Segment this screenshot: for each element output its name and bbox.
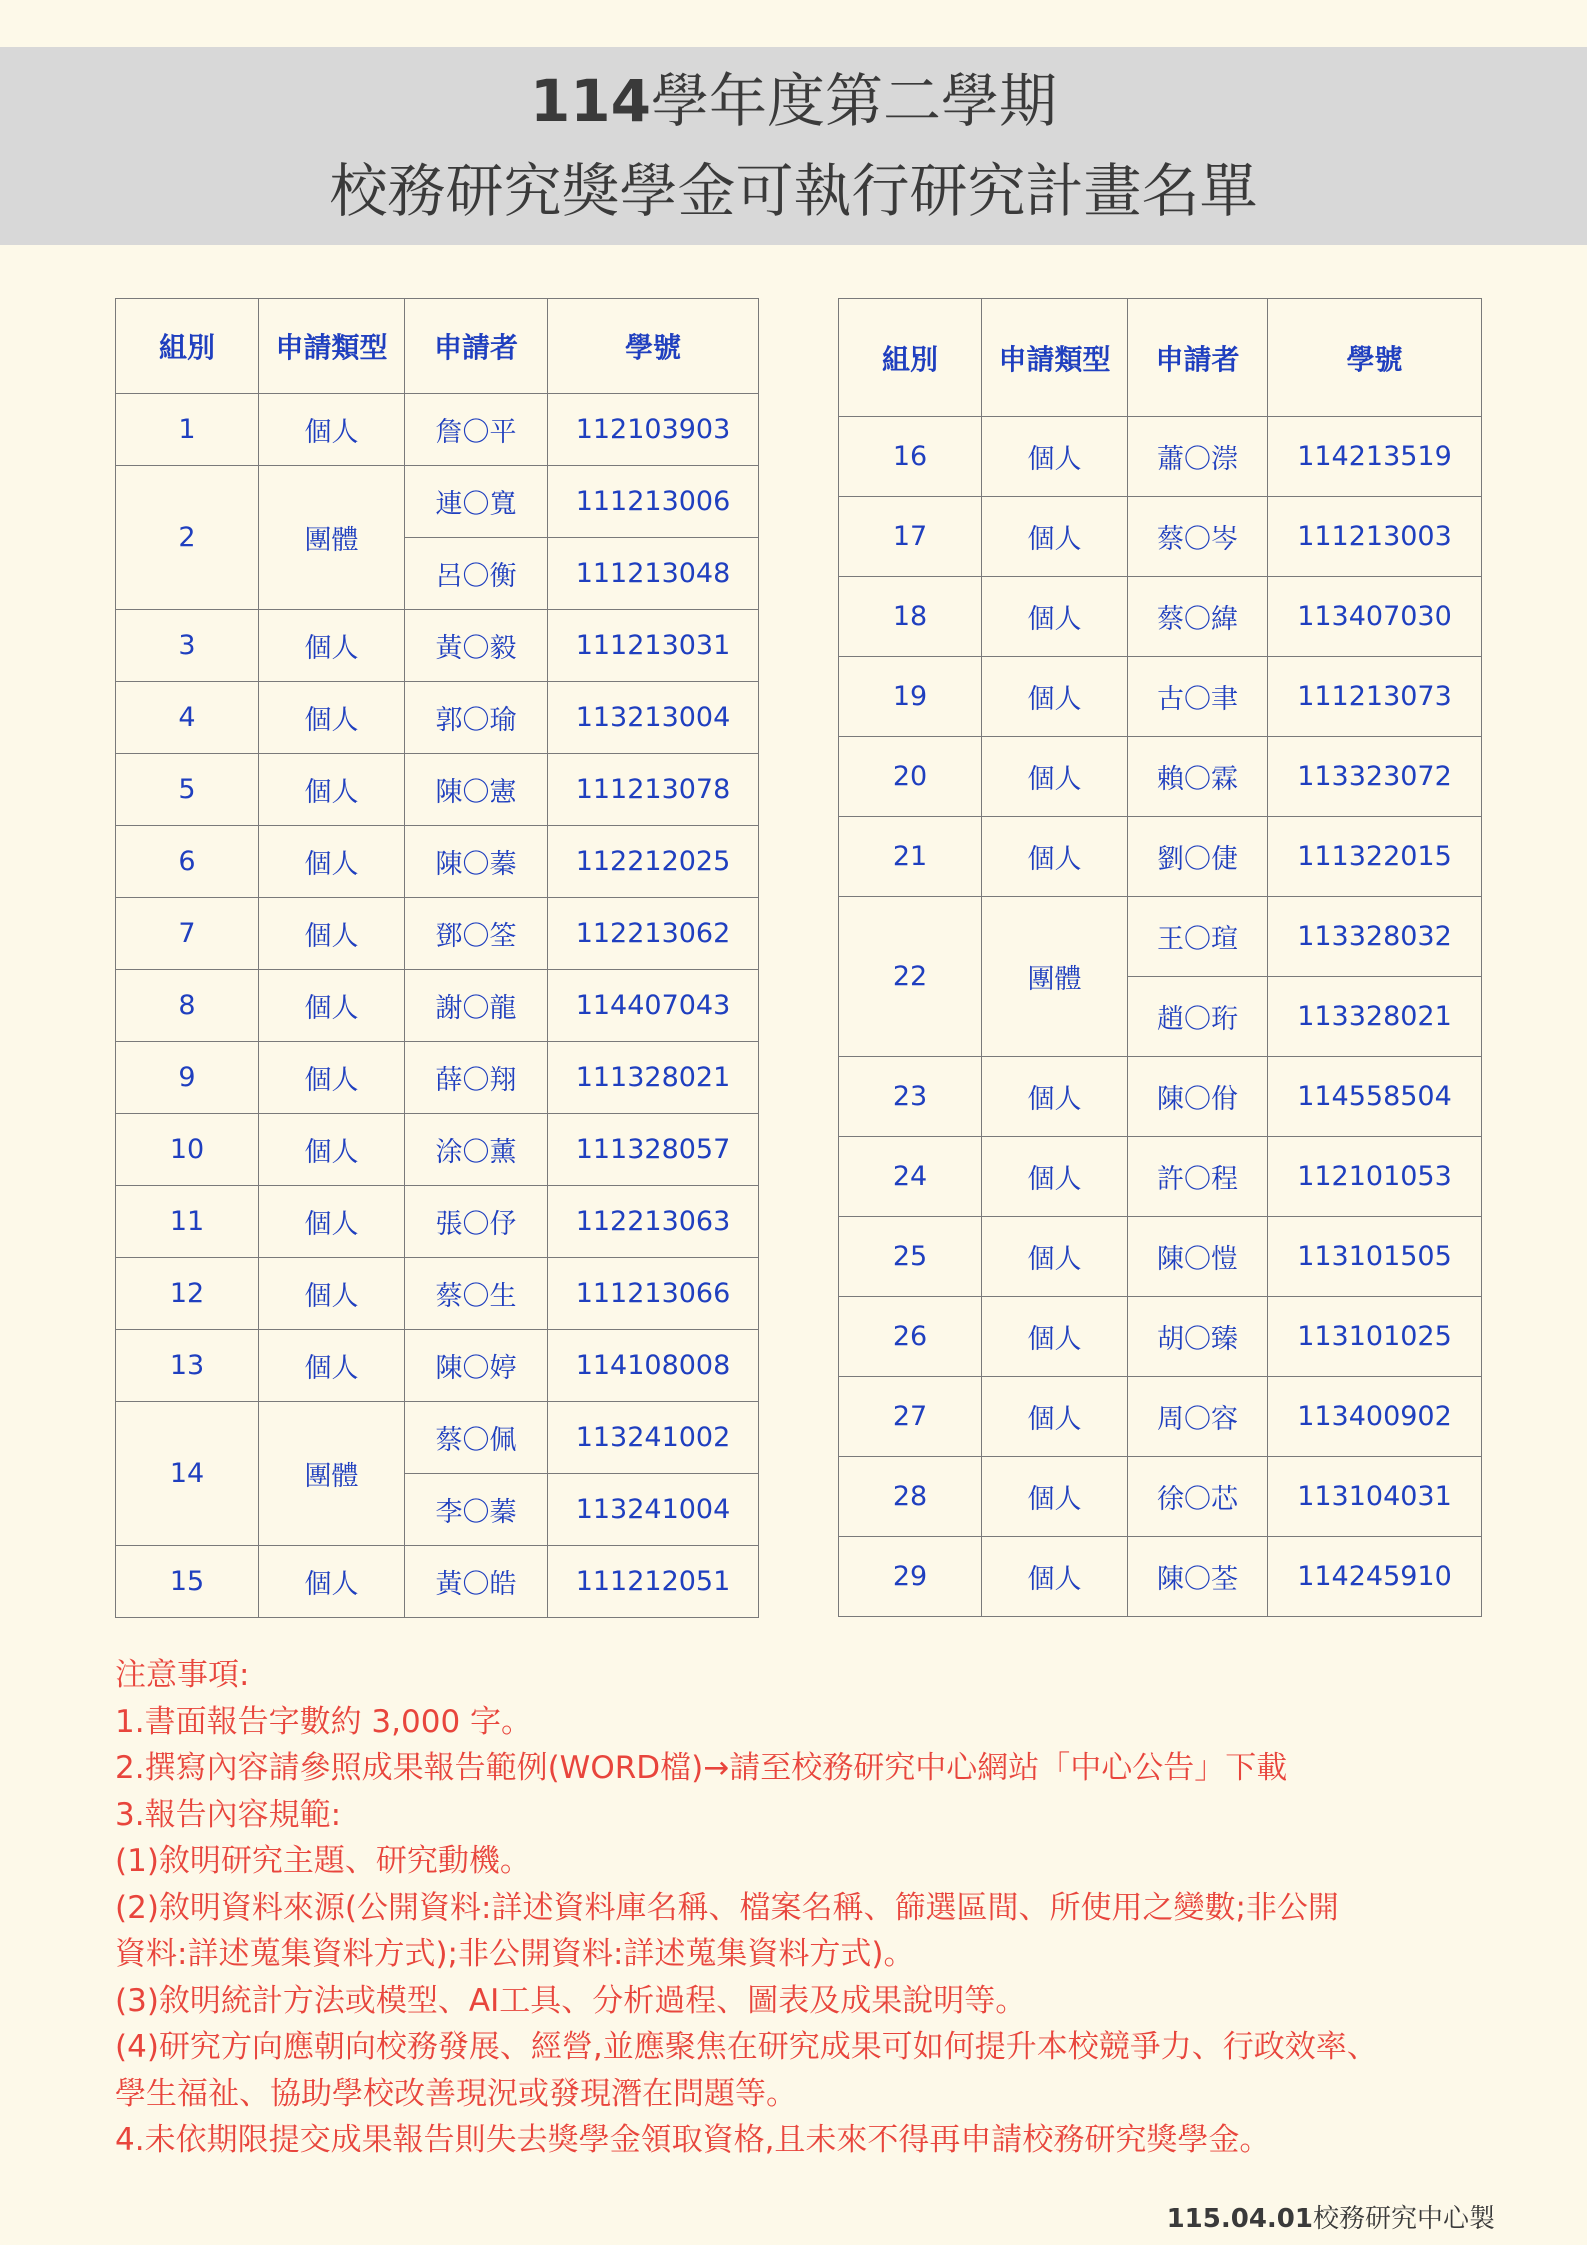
applicant-name-cell: 黃〇毅	[405, 610, 548, 682]
table-body-right	[839, 417, 1482, 1617]
application-type-cell: 個人	[259, 394, 405, 466]
group-number-cell: 9	[116, 1042, 259, 1114]
table-row	[839, 1377, 1482, 1457]
table-row	[116, 1402, 759, 1474]
group-number-cell: 8	[116, 970, 259, 1042]
table-row	[839, 497, 1482, 577]
student-id-cell: 111213003	[1268, 497, 1482, 577]
applicant-name-cell: 李〇蓁	[405, 1474, 548, 1546]
table-row	[839, 1057, 1482, 1137]
table-row	[116, 394, 759, 466]
application-type-cell: 個人	[982, 1537, 1128, 1617]
student-id-cell: 112213062	[548, 898, 759, 970]
table-row	[839, 737, 1482, 817]
group-number-cell: 4	[116, 682, 259, 754]
table-row	[839, 577, 1482, 657]
student-id-cell: 113101505	[1268, 1217, 1482, 1297]
student-id-cell: 113241004	[548, 1474, 759, 1546]
table-row	[116, 898, 759, 970]
note-line: 3.報告內容規範:	[115, 1796, 342, 1833]
application-type-cell: 個人	[259, 826, 405, 898]
student-id-cell: 113407030	[1268, 577, 1482, 657]
applicant-name-cell: 鄧〇筌	[405, 898, 548, 970]
table-row	[839, 817, 1482, 897]
table-row	[116, 682, 759, 754]
applicant-name-cell: 張〇伃	[405, 1186, 548, 1258]
table-row	[116, 1546, 759, 1618]
application-type-cell: 個人	[982, 1377, 1128, 1457]
applicant-name-cell: 賴〇霖	[1128, 737, 1268, 817]
table-row	[839, 1137, 1482, 1217]
application-type-cell: 個人	[982, 1137, 1128, 1217]
application-type-cell: 個人	[982, 657, 1128, 737]
table-row	[839, 657, 1482, 737]
application-type-cell: 個人	[259, 610, 405, 682]
note-line: (3)敘明統計方法或模型、AI工具、分析過程、圖表及成果說明等。	[115, 1982, 1027, 2019]
table-row	[116, 1186, 759, 1258]
applicant-name-cell: 黃〇皓	[405, 1546, 548, 1618]
student-id-cell: 111328021	[548, 1042, 759, 1114]
applicant-name-cell: 陳〇蓁	[405, 826, 548, 898]
applicant-name-cell: 陳〇婷	[405, 1330, 548, 1402]
footer-date: 115.04.01	[1166, 2204, 1313, 2234]
note-line: 1.書面報告字數約 3,000 字。	[115, 1703, 533, 1740]
note-line: (4)研究方向應朝向校務發展、經營,並應聚焦在研究成果可如何提升本校競爭力、行政效率、	[115, 2029, 1378, 2065]
group-number-cell: 11	[116, 1186, 259, 1258]
col-header-student-id: 學號	[1268, 299, 1482, 417]
note-line: 資料:詳述蒐集資料方式);非公開資料:詳述蒐集資料方式)。	[115, 1936, 915, 1972]
col-header-applicant: 申請者	[1128, 299, 1268, 417]
group-number-cell: 20	[839, 737, 982, 817]
footer-credit	[1167, 2198, 1495, 2235]
student-id-cell: 111328057	[548, 1114, 759, 1186]
group-number-cell: 29	[839, 1537, 982, 1617]
student-id-cell: 111322015	[1268, 817, 1482, 897]
applicant-name-cell: 陳〇憲	[405, 754, 548, 826]
student-id-cell: 114213519	[1268, 417, 1482, 497]
applicant-name-cell: 蔡〇佩	[405, 1402, 548, 1474]
group-number-cell: 19	[839, 657, 982, 737]
applicant-name-cell: 陳〇愷	[1128, 1217, 1268, 1297]
title-line-1	[0, 61, 1587, 141]
group-number-cell: 14	[116, 1402, 259, 1546]
application-type-cell: 個人	[982, 1297, 1128, 1377]
group-number-cell: 12	[116, 1258, 259, 1330]
application-type-cell: 個人	[982, 1457, 1128, 1537]
note-line: (1)敘明研究主題、研究動機。	[115, 1843, 531, 1879]
group-number-cell: 10	[116, 1114, 259, 1186]
table-row	[116, 1042, 759, 1114]
student-id-cell: 111213073	[1268, 657, 1482, 737]
application-type-cell: 個人	[982, 1057, 1128, 1137]
note-line: 學生福祉、協助學校改善現況或發現潛在問題等。	[115, 2075, 797, 2112]
note-line: 2.撰寫內容請參照成果報告範例(WORD檔)→請至校務研究中心網站「中心公告」下載	[115, 1750, 1288, 1786]
col-header-student-id: 學號	[548, 299, 759, 394]
table-row	[116, 1330, 759, 1402]
application-type-cell: 個人	[259, 682, 405, 754]
table-row	[839, 1457, 1482, 1537]
table-header-row	[839, 299, 1482, 417]
student-id-cell: 113323072	[1268, 737, 1482, 817]
applicant-name-cell: 薛〇翔	[405, 1042, 548, 1114]
col-header-type: 申請類型	[982, 299, 1128, 417]
application-type-cell: 個人	[982, 417, 1128, 497]
list-table-left	[115, 298, 759, 1618]
title-line-2: 校務研究獎學金可執行研究計畫名單	[329, 157, 1258, 225]
col-header-type: 申請類型	[259, 299, 405, 394]
applicant-name-cell: 陳〇佾	[1128, 1057, 1268, 1137]
application-type-cell: 個人	[982, 497, 1128, 577]
table-row	[839, 1217, 1482, 1297]
application-type-cell: 個人	[259, 1258, 405, 1330]
group-number-cell: 28	[839, 1457, 982, 1537]
group-number-cell: 23	[839, 1057, 982, 1137]
application-type-cell: 個人	[259, 1186, 405, 1258]
applicant-name-cell: 呂〇衡	[405, 538, 548, 610]
student-id-cell: 112101053	[1268, 1137, 1482, 1217]
application-type-cell: 個人	[259, 1114, 405, 1186]
student-id-cell: 113400902	[1268, 1377, 1482, 1457]
application-type-cell: 個人	[982, 577, 1128, 657]
application-type-cell: 個人	[982, 1217, 1128, 1297]
applicant-name-cell: 徐〇芯	[1128, 1457, 1268, 1537]
table-row	[839, 1537, 1482, 1617]
application-type-cell: 個人	[982, 737, 1128, 817]
applicant-name-cell: 蕭〇漴	[1128, 417, 1268, 497]
applicant-name-cell: 詹〇平	[405, 394, 548, 466]
student-id-cell: 111213006	[548, 466, 759, 538]
student-id-cell: 111213031	[548, 610, 759, 682]
student-id-cell: 114558504	[1268, 1057, 1482, 1137]
application-type-cell: 個人	[259, 1546, 405, 1618]
col-header-group: 組別	[839, 299, 982, 417]
application-type-cell: 個人	[259, 1330, 405, 1402]
student-id-cell: 113213004	[548, 682, 759, 754]
applicant-name-cell: 趙〇珩	[1128, 977, 1268, 1057]
applicant-name-cell: 蔡〇生	[405, 1258, 548, 1330]
applicant-name-cell: 周〇容	[1128, 1377, 1268, 1457]
application-type-cell: 團體	[259, 466, 405, 610]
student-id-cell: 113328021	[1268, 977, 1482, 1057]
student-id-cell: 114245910	[1268, 1537, 1482, 1617]
note-line: 4.未依期限提交成果報告則失去獎學金領取資格,且未來不得再申請校務研究獎學金。	[115, 2122, 1271, 2158]
group-number-cell: 22	[839, 897, 982, 1057]
table-row	[839, 1297, 1482, 1377]
group-number-cell: 26	[839, 1297, 982, 1377]
group-number-cell: 13	[116, 1330, 259, 1402]
student-id-cell: 111213078	[548, 754, 759, 826]
student-id-cell: 113328032	[1268, 897, 1482, 977]
page-header	[0, 47, 1587, 245]
group-number-cell: 24	[839, 1137, 982, 1217]
student-id-cell: 111213066	[548, 1258, 759, 1330]
note-line: (2)敘明資料來源(公開資料:詳述資料庫名稱、檔案名稱、篩選區間、所使用之變數;非公開	[115, 1889, 1339, 1926]
table-row	[116, 826, 759, 898]
applicant-name-cell: 連〇寬	[405, 466, 548, 538]
col-header-group: 組別	[116, 299, 259, 394]
group-number-cell: 7	[116, 898, 259, 970]
student-id-cell: 112212025	[548, 826, 759, 898]
list-table-right	[838, 298, 1482, 1617]
table-row	[116, 970, 759, 1042]
table-body-left	[116, 394, 759, 1618]
application-type-cell: 個人	[259, 970, 405, 1042]
applicant-name-cell: 陳〇荃	[1128, 1537, 1268, 1617]
group-number-cell: 3	[116, 610, 259, 682]
group-number-cell: 5	[116, 754, 259, 826]
table-header-row	[116, 299, 759, 394]
application-type-cell: 個人	[982, 817, 1128, 897]
application-type-cell: 個人	[259, 754, 405, 826]
application-type-cell: 個人	[259, 1042, 405, 1114]
applicant-name-cell: 胡〇臻	[1128, 1297, 1268, 1377]
applicant-name-cell: 蔡〇緯	[1128, 577, 1268, 657]
applicant-name-cell: 謝〇龍	[405, 970, 548, 1042]
applicant-name-cell: 涂〇薰	[405, 1114, 548, 1186]
student-id-cell: 114407043	[548, 970, 759, 1042]
col-header-applicant: 申請者	[405, 299, 548, 394]
table-row	[116, 466, 759, 538]
applicant-name-cell: 劉〇倢	[1128, 817, 1268, 897]
applicant-name-cell: 許〇程	[1128, 1137, 1268, 1217]
student-id-cell: 111212051	[548, 1546, 759, 1618]
table-row	[839, 417, 1482, 497]
group-number-cell: 15	[116, 1546, 259, 1618]
group-number-cell: 2	[116, 466, 259, 610]
student-id-cell: 113101025	[1268, 1297, 1482, 1377]
application-type-cell: 團體	[982, 897, 1128, 1057]
application-type-cell: 團體	[259, 1402, 405, 1546]
student-id-cell: 112103903	[548, 394, 759, 466]
application-type-cell: 個人	[259, 898, 405, 970]
title-semester: 學年度第二學期	[651, 67, 1058, 135]
student-id-cell: 113104031	[1268, 1457, 1482, 1537]
group-number-cell: 21	[839, 817, 982, 897]
group-number-cell: 27	[839, 1377, 982, 1457]
student-id-cell: 112213063	[548, 1186, 759, 1258]
applicant-name-cell: 蔡〇岑	[1128, 497, 1268, 577]
group-number-cell: 18	[839, 577, 982, 657]
notes-heading: 注意事項:	[115, 1657, 250, 1693]
group-number-cell: 17	[839, 497, 982, 577]
group-number-cell: 16	[839, 417, 982, 497]
applicant-name-cell: 古〇聿	[1128, 657, 1268, 737]
notes-section	[115, 1652, 1495, 2164]
footer-org: 校務研究中心製	[1312, 2204, 1495, 2234]
table-row	[116, 1114, 759, 1186]
applicant-name-cell: 郭〇瑜	[405, 682, 548, 754]
applicant-name-cell: 王〇瑄	[1128, 897, 1268, 977]
table-row	[116, 610, 759, 682]
table-row	[116, 754, 759, 826]
table-row	[116, 1258, 759, 1330]
group-number-cell: 25	[839, 1217, 982, 1297]
group-number-cell: 1	[116, 394, 259, 466]
student-id-cell: 113241002	[548, 1402, 759, 1474]
student-id-cell: 111213048	[548, 538, 759, 610]
student-id-cell: 114108008	[548, 1330, 759, 1402]
table-row	[839, 897, 1482, 977]
group-number-cell: 6	[116, 826, 259, 898]
title-year: 114	[529, 67, 652, 135]
